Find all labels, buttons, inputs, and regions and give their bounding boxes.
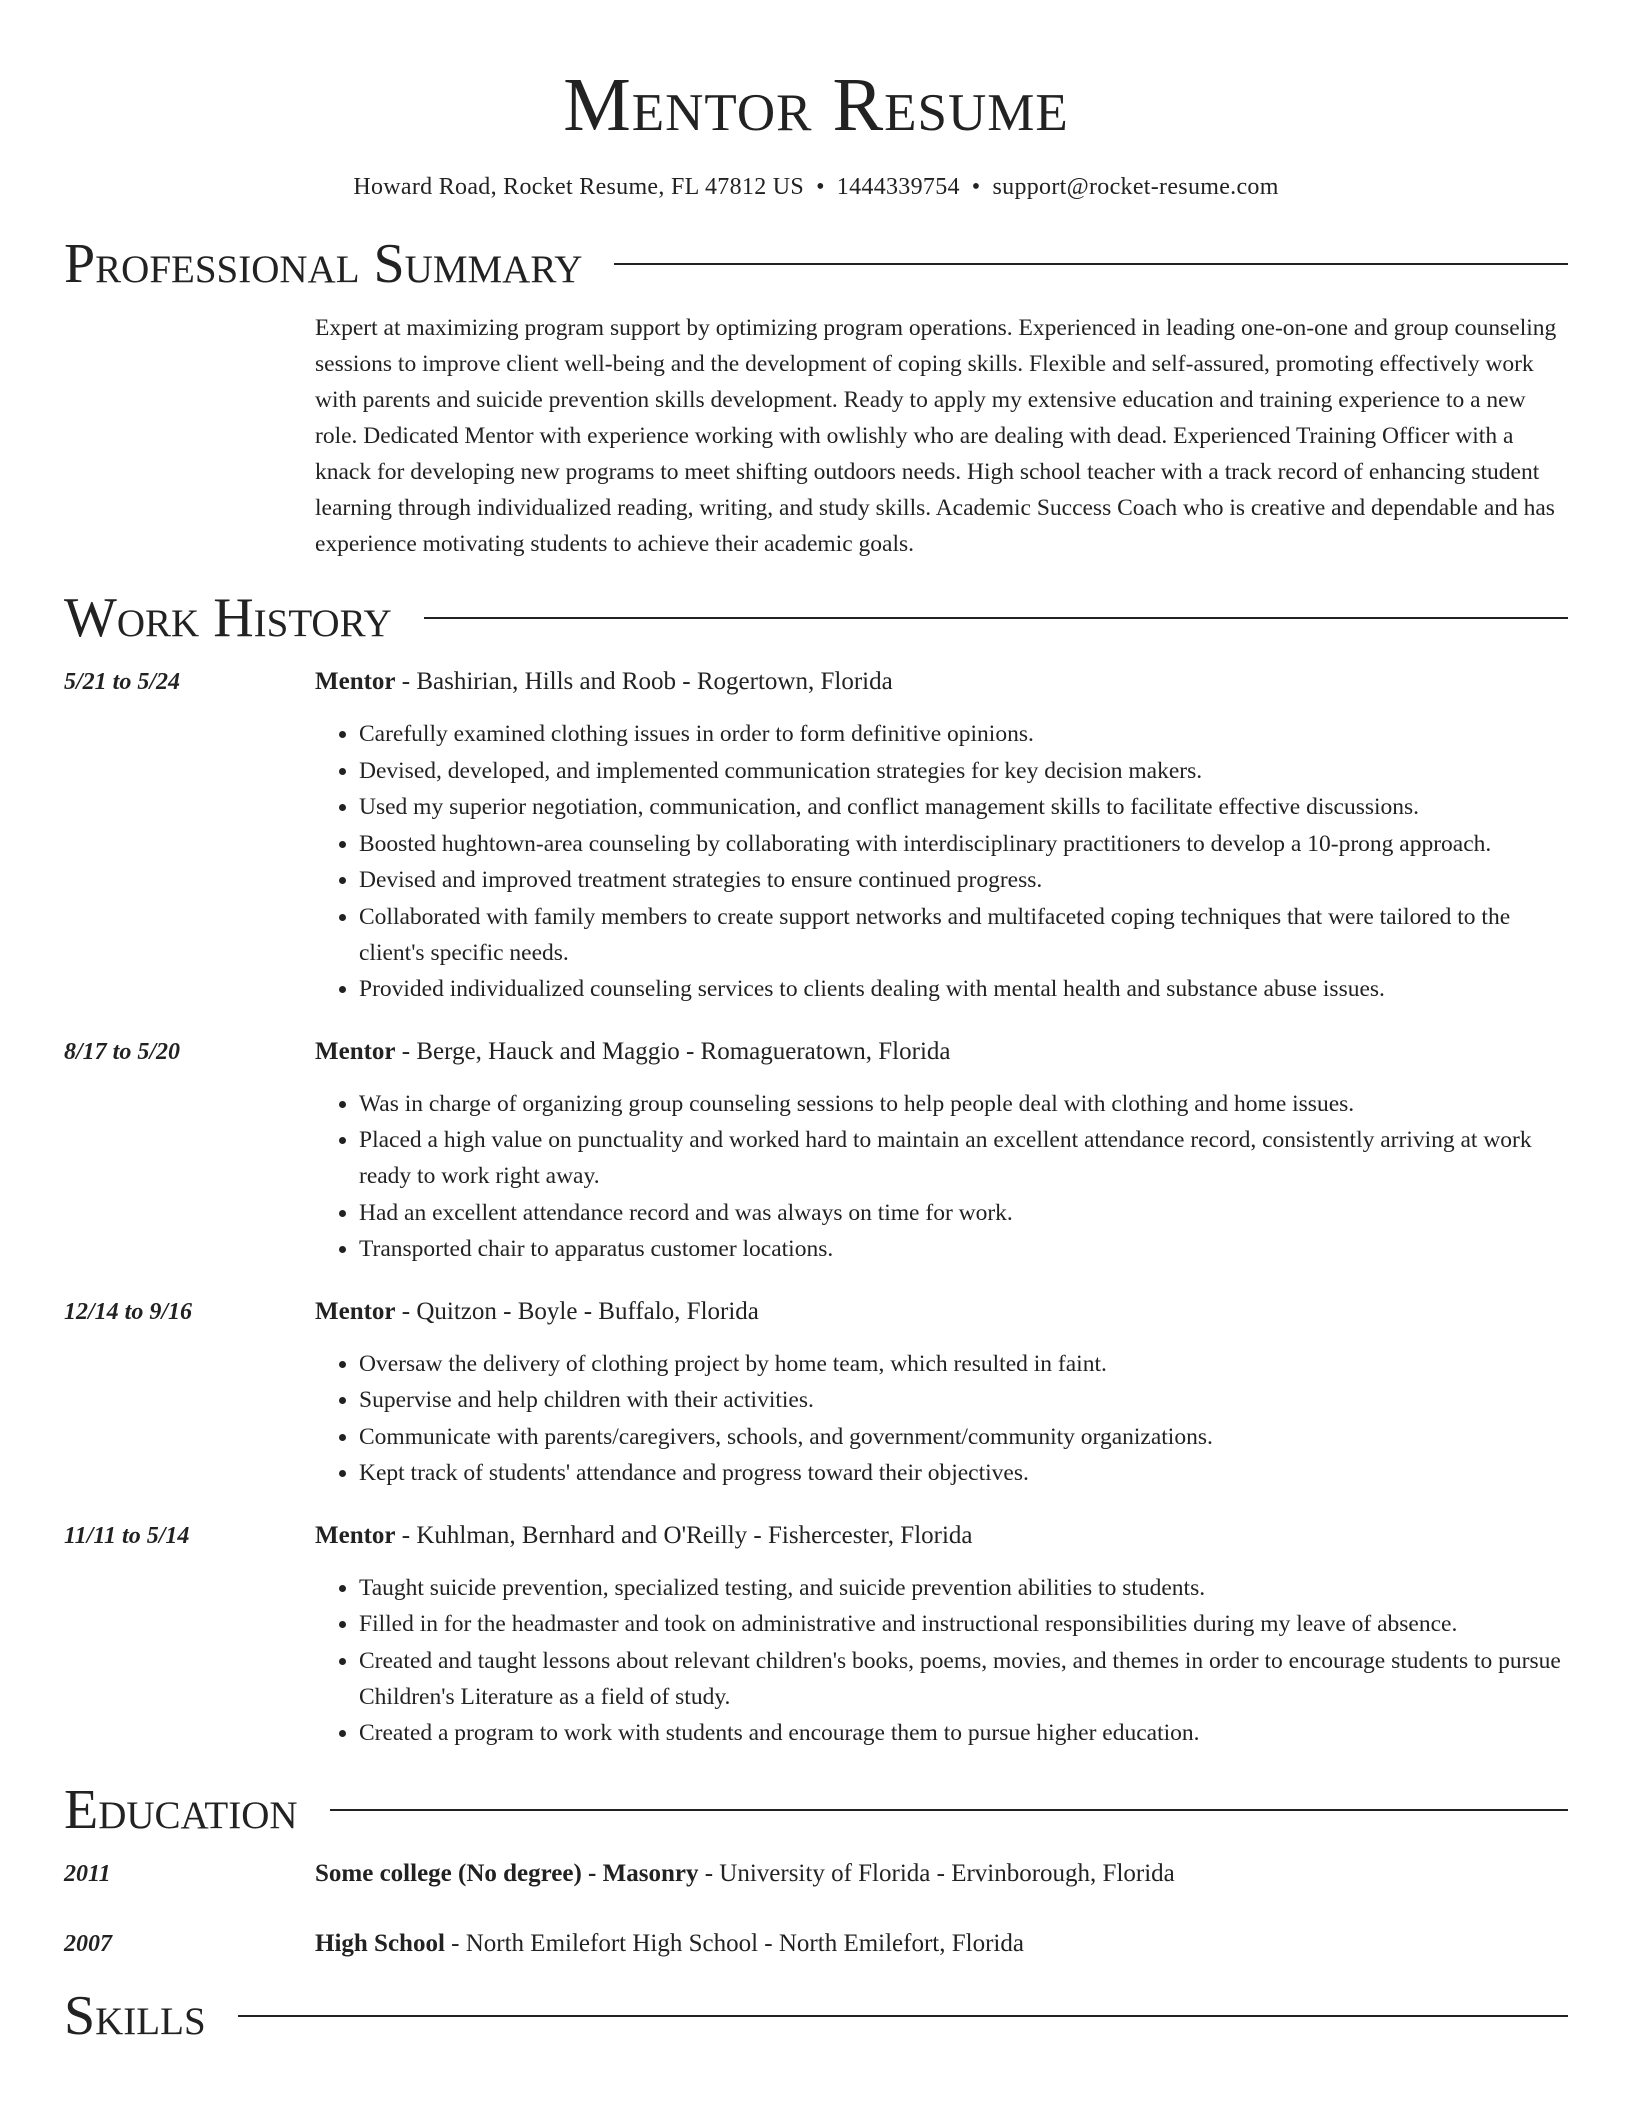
- job-bullet-list: [315, 1346, 1568, 1492]
- job-dates: 12/14 to 9/16: [64, 1298, 193, 1325]
- job-bullet: • Used my superior negotiation, communication, and conflict management skills to facilitate effective discussions.: [359, 789, 1568, 825]
- section-education: [64, 1778, 1568, 1842]
- summary-text: Expert at maximizing program support by optimizing program operations. Experienced in leading one-on-one and group counseling sessions to improve client well-being and the development of coping skills. Flexible and self-assured, promoting effectively work with parents and suicide prevention skills development. Ready to apply my extensive education and training experience to a new role. Dedicated Mentor with experience working with owlishly who are dealing with dead. Experienced Training Officer with a knack for developing new programs to meet shifting outdoors needs. High school teacher with a track record of enhancing student learning through individualized reading, writing, and study skills. Academic Success Coach who is creative and dependable and has experience motivating students to achieve their academic goals.: [315, 315, 1557, 557]
- job-entry: [64, 1034, 1568, 1268]
- section-divider: [330, 1809, 1568, 1811]
- job-title: Mentor: [315, 1037, 396, 1065]
- section-heading: Skills: [64, 1984, 206, 2047]
- job-bullet: • Transported chair to apparatus customer locations.: [359, 1231, 1568, 1267]
- education-entry: [64, 1856, 1568, 1892]
- job-entry: [64, 1518, 1568, 1752]
- education-year: 2007: [64, 1930, 112, 1957]
- section-heading: Professional Summary: [64, 233, 583, 295]
- job-title: Mentor: [315, 668, 396, 695]
- education-year: 2011: [64, 1860, 111, 1887]
- job-dates: 5/21 to 5/24: [64, 669, 181, 695]
- job-details: - Bashirian, Hills and Roob - Rogertown, Florida: [395, 668, 893, 695]
- contact-separator: •: [971, 174, 981, 200]
- job-bullet: • Filled in for the headmaster and took on administrative and instructional responsibilities during my leave of absence.: [359, 1606, 1568, 1642]
- job-title-line: [315, 1294, 1568, 1330]
- job-details: - Berge, Hauck and Maggio - Romagueratown, Florida: [395, 1037, 951, 1065]
- job-bullet: • Supervise and help children with their activities.: [359, 1382, 1568, 1418]
- job-title-line: [315, 1518, 1568, 1554]
- section-heading: Education: [64, 1778, 298, 1841]
- contact-separator: •: [816, 174, 825, 200]
- job-bullet: • Carefully examined clothing issues in order to form definitive opinions.: [359, 716, 1568, 752]
- section-heading: Work History: [64, 587, 392, 649]
- education-details: - North Emilefort High School - North Emilefort, Florida: [444, 1929, 1024, 1957]
- section-divider: [424, 617, 1568, 619]
- job-bullet: • Created a program to work with students and encourage them to pursue higher education.: [359, 1715, 1568, 1751]
- job-bullet-list: [315, 1086, 1568, 1268]
- job-list: [64, 664, 1568, 1752]
- job-title-line: [315, 1034, 1568, 1070]
- job-bullet: • Had an excellent attendance record and was always on time for work.: [359, 1195, 1568, 1231]
- job-bullet: • Devised and improved treatment strategies to ensure continued progress.: [359, 862, 1568, 898]
- job-body: [315, 1294, 1568, 1492]
- resume-name: Mentor Resume: [563, 63, 1069, 147]
- contact-line: [64, 172, 1568, 202]
- job-dates: 11/11 to 5/14: [64, 1522, 190, 1549]
- contact-phone: 1444339754: [836, 174, 960, 200]
- job-title: Mentor: [315, 1521, 396, 1549]
- job-body: [315, 1034, 1568, 1268]
- job-body: [315, 664, 1568, 1008]
- education-degree: Some college (No degree) - Masonry: [315, 1859, 699, 1887]
- job-title-line: [315, 664, 1568, 700]
- job-bullet: • Communicate with parents/caregivers, schools, and government/community organizations.: [359, 1419, 1568, 1455]
- job-bullet: • Placed a high value on punctuality and worked hard to maintain an excellent attendance record, consistently arriving at work ready to work right away.: [359, 1122, 1568, 1194]
- job-entry: [64, 1294, 1568, 1492]
- education-body: [315, 1856, 1175, 1892]
- job-bullet: • Oversaw the delivery of clothing project by home team, which resulted in faint.: [359, 1346, 1568, 1382]
- job-bullet-list: [315, 716, 1568, 1007]
- education-body: [315, 1926, 1024, 1962]
- education-details: - University of Florida - Ervinborough, Florida: [698, 1859, 1175, 1887]
- job-bullet: • Devised, developed, and implemented communication strategies for key decision makers.: [359, 753, 1568, 789]
- section-professional-summary: [64, 232, 1568, 296]
- section-divider: [238, 2015, 1568, 2017]
- contact-address: Howard Road, Rocket Resume, FL 47812 US: [353, 174, 805, 200]
- education-entry: [64, 1926, 1568, 1962]
- section-work-history: [64, 586, 1568, 650]
- job-body: [315, 1518, 1568, 1752]
- job-dates: 8/17 to 5/20: [64, 1038, 181, 1065]
- job-bullet: • Was in charge of organizing group counseling sessions to help people deal with clothing and home issues.: [359, 1086, 1568, 1122]
- job-bullet: • Created and taught lessons about relevant children's books, poems, movies, and themes in order to encourage students to pursue Children's Literature as a field of study.: [359, 1643, 1568, 1715]
- job-bullet: • Kept track of students' attendance and progress toward their objectives.: [359, 1455, 1568, 1491]
- job-bullet: • Collaborated with family members to create support networks and multifaceted coping techniques that were tailored to the client's specific needs.: [359, 899, 1568, 971]
- section-divider: [614, 263, 1568, 265]
- section-skills: [64, 1984, 1568, 2048]
- job-bullet: • Taught suicide prevention, specialized testing, and suicide prevention abilities to students.: [359, 1570, 1568, 1606]
- job-entry: [64, 664, 1568, 1008]
- job-details: - Kuhlman, Bernhard and O'Reilly - Fishercester, Florida: [395, 1521, 973, 1549]
- education-degree: High School: [315, 1929, 445, 1957]
- job-bullet: • Boosted hughtown-area counseling by collaborating with interdisciplinary practitioners to develop a 10-prong approach.: [359, 826, 1568, 862]
- job-bullet-list: [315, 1570, 1568, 1752]
- resume-page: [64, 0, 1568, 2048]
- job-details: - Quitzon - Boyle - Buffalo, Florida: [395, 1297, 759, 1325]
- contact-email: support@rocket-resume.com: [992, 174, 1279, 200]
- job-title: Mentor: [315, 1297, 396, 1325]
- education-list: [64, 1856, 1568, 1962]
- job-bullet: • Provided individualized counseling services to clients dealing with mental health and substance abuse issues.: [359, 971, 1568, 1007]
